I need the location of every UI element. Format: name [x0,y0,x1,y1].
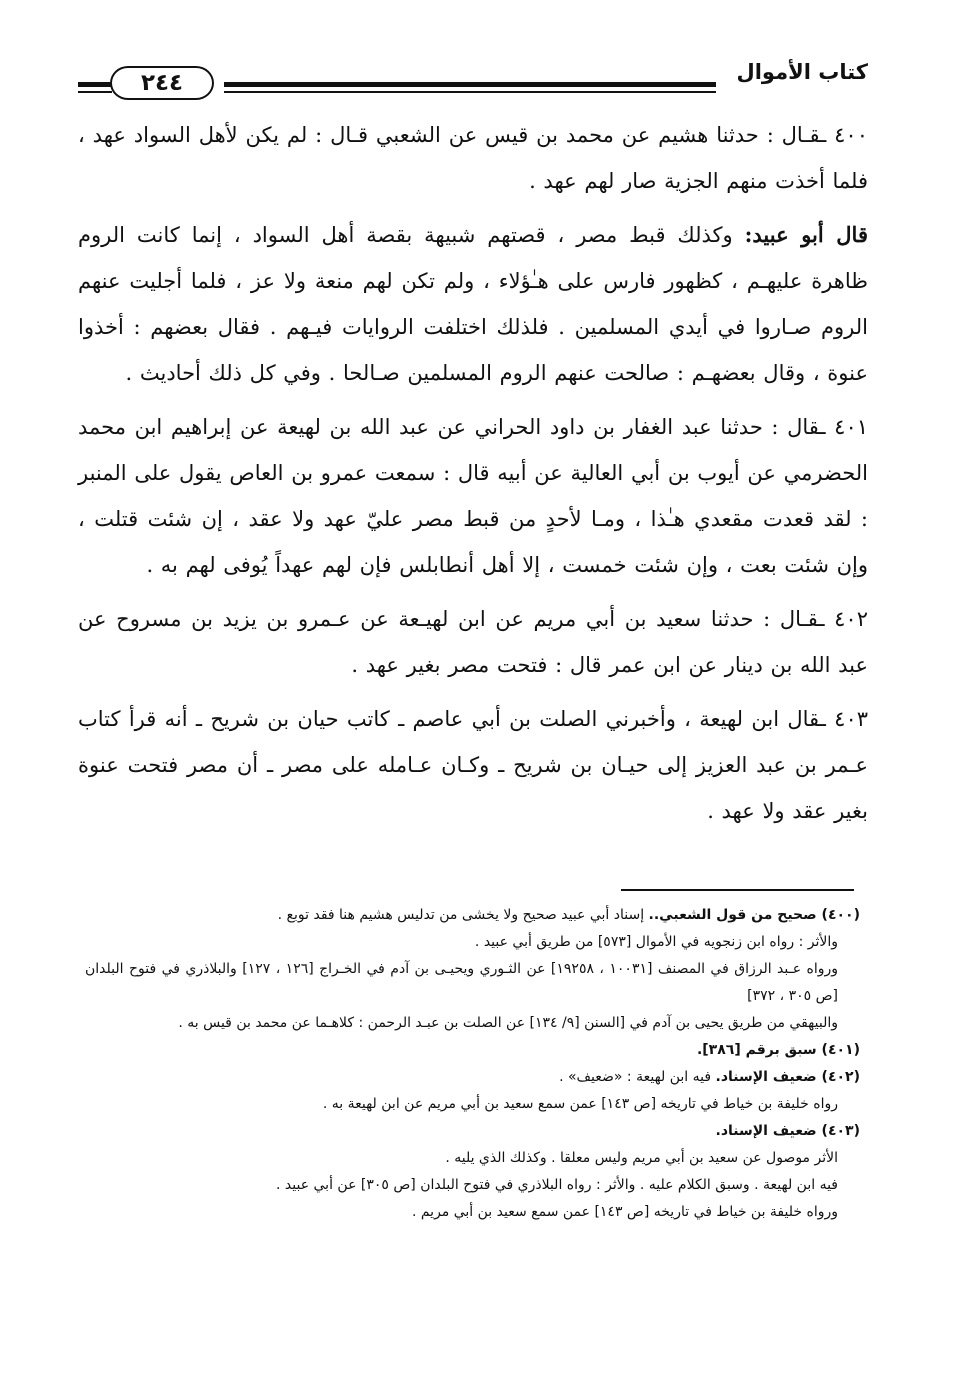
footnotes [85,902,860,1226]
header-rule-tail-thick [78,82,112,87]
footnote-text: إسناد أبي عبيد صحيح ولا يخشى من تدليس هشيم هنا فقد توبع . [277,907,649,923]
footnote-heading: (٤٠٠) صحيح من قول الشعبي.. [648,907,860,923]
footnote-line [85,956,860,1010]
paragraph-text: قال ابن لهيعة ، وأخبرني الصلت بن أبي عاصم ـ كاتب حيان بن شريح ـ أنه قرأ كتاب عـمر بن عبد العزيز إلى حيـان بن شريح ـ وكـان عـامله على مصر ـ أن مصر فتحت عنوة بغير عقد ولا عهد . [78,707,868,823]
paragraph-text: وكذلك قبط مصر ، قصتهم شبيهة بقصة أهل السواد ، إنما كانت الروم ظاهرة عليهـم ، كظهور فارس على هـٰؤلاء ، ولم تكن لهم منعة ولا عز ، فلما أجليت عنهم الروم صـاروا في أيدي المسلمين . فلذلك اختلفت الروايات فيـهم . فقال بعضهم : أخذوا عنوة ، وقال بعضهـم : صالحت عنهم الروم المسلمين صـالحا . وفي كل ذلك أحاديث . [78,223,868,385]
header-rule-thick [224,82,716,87]
footnote-line [85,1118,860,1145]
footnote-text: والبيهقي من طريق يحيى بن آدم في [السنن [٩/ ١٣٤] عن الصلت بن عبـد الرحمن : كلاهـما عن محمد بن قيس به . [178,1015,838,1031]
footnote-text: رواه خليفة بن خياط في تاريخه [ص ١٤٣] عمن سمع سعيد بن أبي مريم عن ابن لهيعة به . [322,1096,838,1112]
main-text [78,112,868,842]
footnote-heading: (٤٠١) سبق برقم [٣٨٦]. [696,1042,860,1058]
paragraph-text: قـال : حدثنا سعيد بن أبي مريم عن ابن لهيـعة عن عـمرو بن يزيد بن مسروح عن عبد الله بن دينار عن ابن عمر قال : فتحت مصر بغير عهد . [78,607,868,677]
book-title: كتاب الأموال [736,60,868,84]
footnote-heading: (٤٠٣) ضعيف الإسناد. [715,1123,860,1139]
footnote-line [85,1037,860,1064]
paragraph-abu-ubaid [78,212,868,396]
paragraph-401 [78,404,868,588]
paragraph-number: ٤٠١ ـ [819,415,869,439]
paragraph-number: ٤٠٠ ـ [820,123,868,147]
paragraph-number: ٤٠٢ ـ [818,607,868,631]
paragraph-400 [78,112,868,204]
footnote-text: فيه ابن لهيعة : «ضعيف» . [559,1069,716,1085]
page-number: ٢٤٤ [110,66,214,100]
footnote-line [85,1145,860,1172]
footnote-text: الأثر موصول عن سعيد بن أبي مريم وليس معلقا . وكذلك الذي يليه . [445,1150,838,1166]
footnote-text: ورواه خليفة بن خياط في تاريخه [ص ١٤٣] عمن سمع سعيد بن أبي مريم . [411,1204,838,1220]
footnote-line [85,1064,860,1091]
paragraph-text: قـال : حدثنا هشيم عن محمد بن قيس عن الشعبي قـال : لم يكن لأهل السواد عهد ، فلما أخذت منهم الجزية صار لهم عهد . [78,123,868,193]
footnote-text: فيه ابن لهيعة . وسبق الكلام عليه . والأثر : رواه البلاذري في فتوح البلدان [ص ٣٠٥] عن أبي عبيد . [276,1177,838,1193]
paragraph-lead: قال أبو عبيد: [744,222,868,247]
footnote-separator [621,889,854,891]
footnote-line [85,929,860,956]
paragraph-403 [78,696,868,834]
footnote-line [85,1010,860,1037]
footnote-heading: (٤٠٢) ضعيف الإسناد. [715,1069,860,1085]
running-header [78,60,868,112]
paragraph-number: ٤٠٣ ـ [819,707,869,731]
footnote-line [85,1199,860,1226]
paragraph-text: قال : حدثنا عبد الغفار بن داود الحراني عن عبد الله بن لهيعة عن إبراهيم ابن محمد الحضرمي عن أيوب بن أبي العالية عن أبيه قال : سمعت عمرو بن العاص يقول على المنبر : لقد قعدت مقعدي هـٰذا ، ومـا لأحدٍ من قبط مصر عليّ عهد ولا عقد ، إن شئت قتلت ، وإن شئت بعت ، وإن شئت خمست ، إلا أهل أنطابلس فإن لهم عهداً يُوفى لهم به . [78,415,868,577]
header-rule-thin [224,91,716,93]
paragraph-402 [78,596,868,688]
header-rule-tail-thin [78,91,112,93]
footnote-line [85,1091,860,1118]
footnote-line [85,1172,860,1199]
footnote-line [85,902,860,929]
footnote-text: ورواه عـبد الرزاق في المصنف [١٠٠٣١ ، ١٩٢٥٨] عن الثـوري ويحيـى بن آدم في الخـراج [١٢٦ ، ١٢٧] والبلاذري في فتوح البلدان [ص ٣٠٥ ، ٣٧٢] [85,961,839,1004]
footnote-text: والأثر : رواه ابن زنجويه في الأموال [٥٧٣] من طريق أبي عبيد . [474,934,838,950]
